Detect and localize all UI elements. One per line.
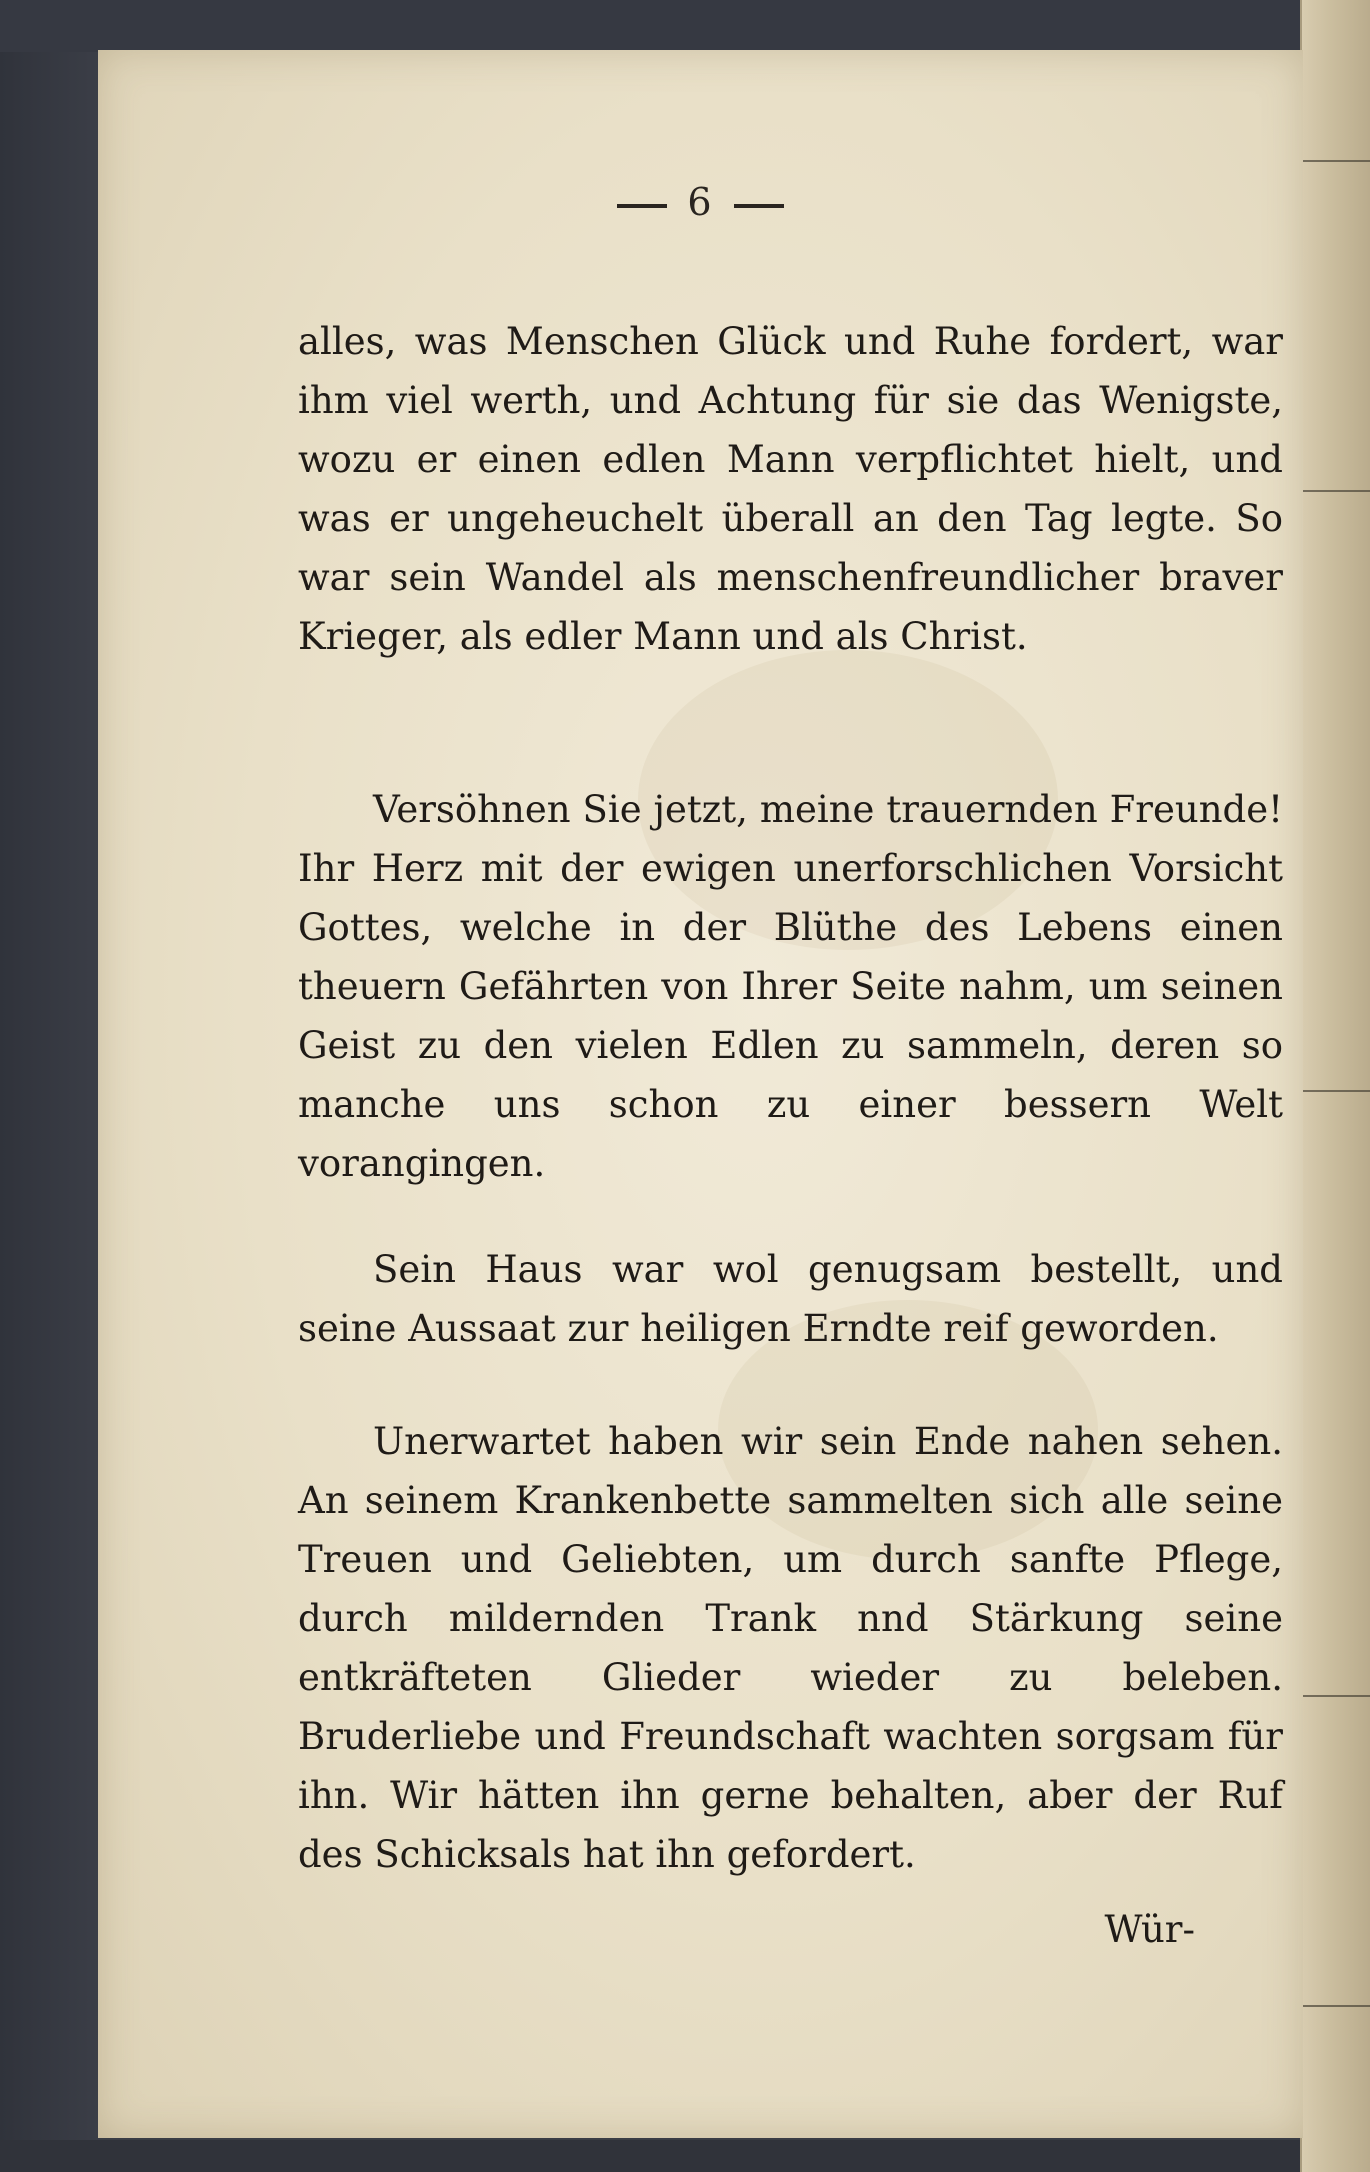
paragraph-1 xyxy=(298,312,1283,666)
edge-mark xyxy=(1302,1695,1370,1697)
paragraph-4 xyxy=(298,1412,1283,1884)
edge-mark xyxy=(1302,160,1370,162)
paragraph-text: Unerwartet haben wir sein Ende nahen sehen. An seinem Krankenbette sammelten sich alle seine Treuen und Geliebten, um durch sanfte Pflege, durch mildernden Trank nnd Stärkung seine entkräfteten Glieder wieder zu beleben. Bruderliebe und Freundschaft wachten sorgsam für ihn. Wir hätten ihn gerne behalten, aber der Ruf des Schicksals hat ihn gefordert. xyxy=(298,1420,1283,1876)
edge-mark xyxy=(1302,490,1370,492)
paragraph-text: Sein Haus war wol genugsam bestellt, und seine Aussaat zur heiligen Erndte reif geworden. xyxy=(298,1248,1283,1350)
paragraph-text: Versöhnen Sie jetzt, meine trauernden Freunde! Ihr Herz mit der ewigen unerforschlichen Vorsicht Gottes, welche in der Blüthe des Lebens einen theuern Gefährten von Ihrer Seite nahm, um seinen Geist zu den vielen Edlen zu sammeln, deren so manche uns schon zu einer bessern Welt vorangingen. xyxy=(298,788,1283,1185)
dash-left xyxy=(617,204,667,208)
page-number xyxy=(98,180,1303,224)
edge-mark xyxy=(1302,2005,1370,2007)
paragraph-3 xyxy=(298,1240,1283,1358)
book-page xyxy=(98,50,1303,2138)
page-number-text: 6 xyxy=(687,180,714,224)
catchword: Wür- xyxy=(1104,1908,1195,1951)
next-page-edge xyxy=(1300,0,1370,2172)
backdrop-left xyxy=(0,0,100,2172)
backdrop-top xyxy=(0,0,1370,52)
dash-right xyxy=(734,204,784,208)
edge-mark xyxy=(1302,1090,1370,1092)
backdrop-bottom xyxy=(0,2140,1370,2172)
paragraph-2 xyxy=(298,780,1283,1193)
paragraph-text: alles, was Menschen Glück und Ruhe fordert, war ihm viel werth, und Achtung für sie das Wenigste, wozu er einen edlen Mann verpflichtet hielt, und was er ungeheuchelt überall an den Tag legte. So war sein Wandel als menschenfreundlicher braver Krieger, als edler Mann und als Christ. xyxy=(298,320,1283,658)
